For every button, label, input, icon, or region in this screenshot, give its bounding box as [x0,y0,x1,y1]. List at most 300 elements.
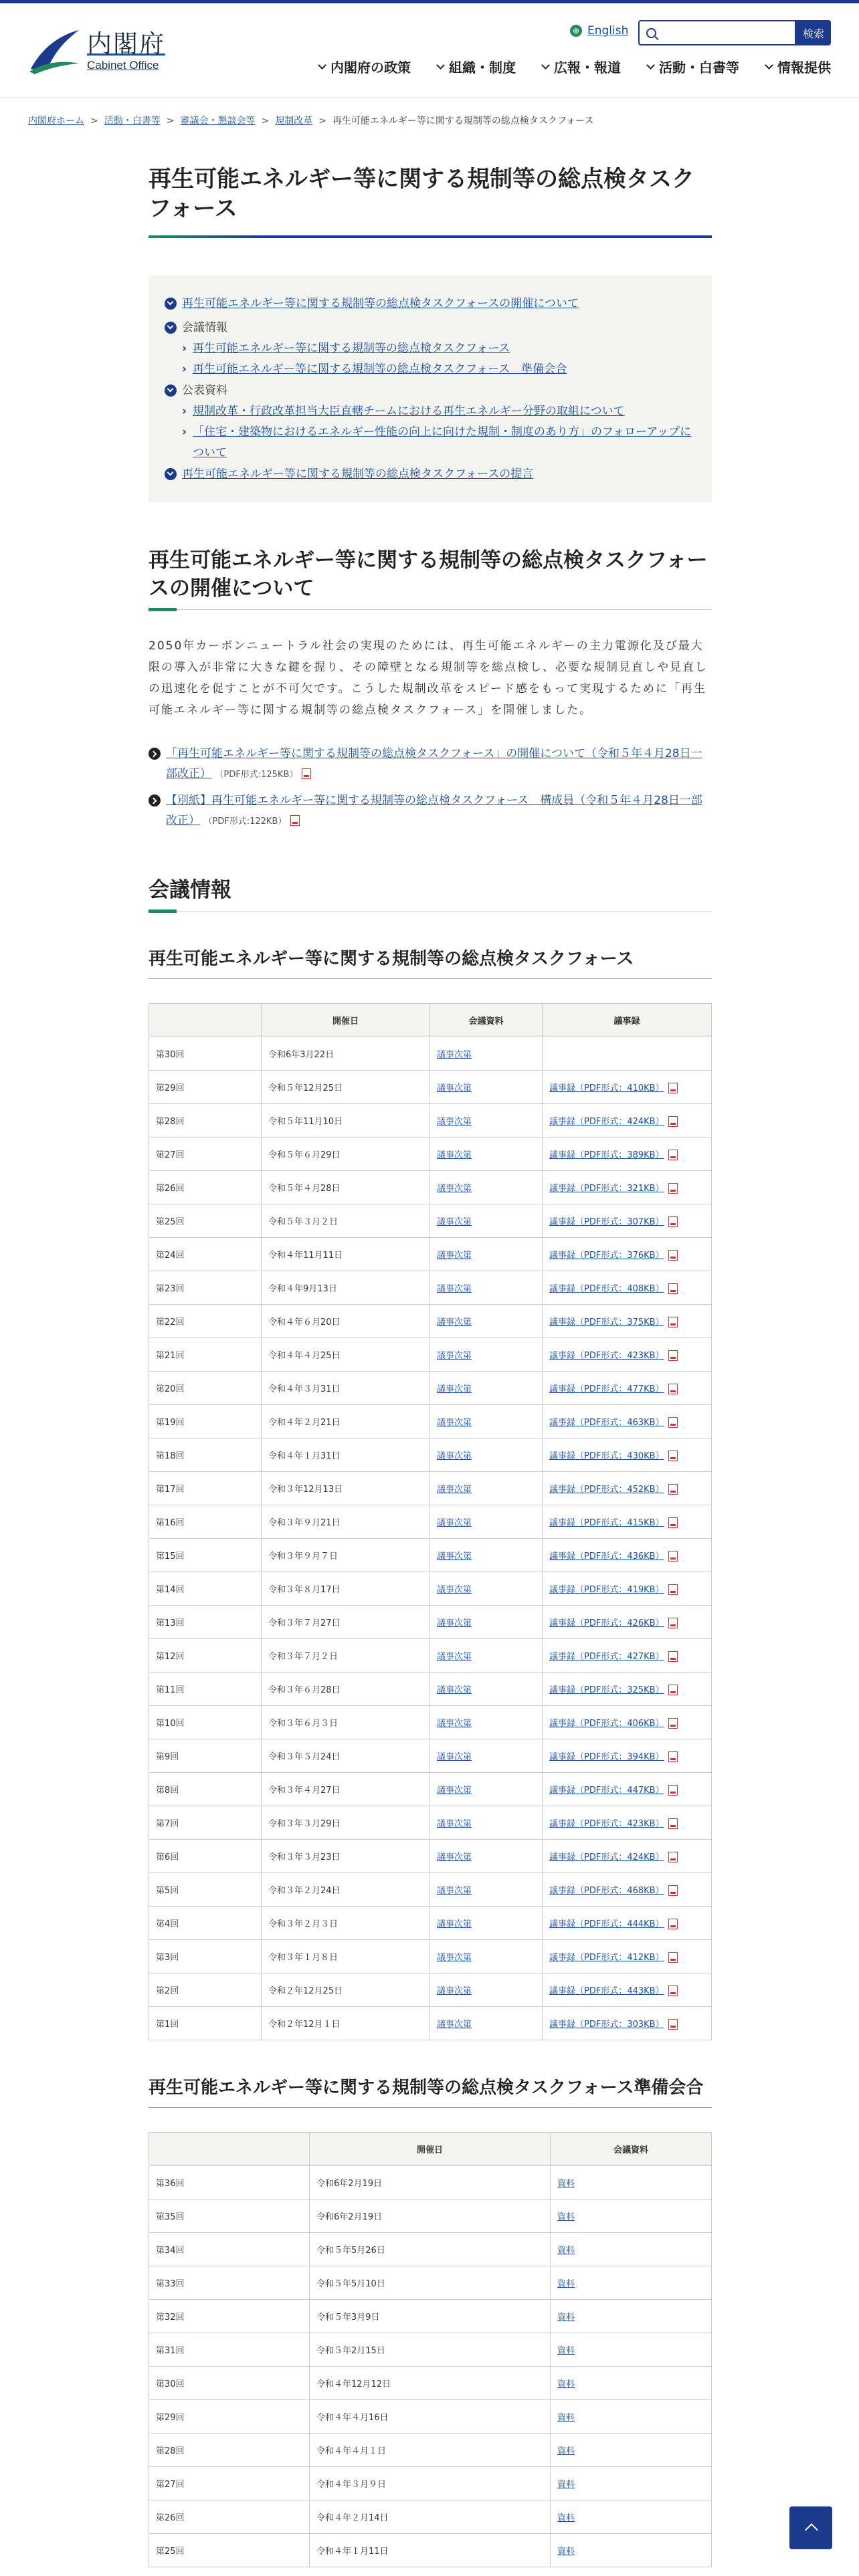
meeting-number: 第2回 [149,1973,262,2007]
minutes-cell [543,2007,712,2040]
table-row [149,2333,712,2367]
materials-cell [551,2400,712,2434]
section-heading-meetings: 会議情報 [149,876,712,911]
column-header: 会議資料 [430,1004,543,1037]
minutes-link[interactable]: 議事録（PDF形式：321KB） [549,1183,664,1194]
minutes-link[interactable]: 議事録（PDF形式：424KB） [549,1852,664,1862]
toc-label-publications: 公表資料 [182,384,227,397]
breadcrumb-councils[interactable]: 審議会・懇談会等 [180,116,256,126]
table-row [149,1037,712,1071]
minutes-link[interactable]: 議事録（PDF形式：423KB） [549,1350,664,1361]
minutes-link[interactable]: 議事録（PDF形式：303KB） [549,2019,664,2030]
globe-icon: ⊕ [570,25,582,37]
meeting-date: 令和４年４月25日 [262,1338,430,1372]
agenda-cell [430,1104,543,1138]
agenda-cell [430,1171,543,1204]
agenda-link[interactable]: 議事次第 [437,1852,472,1862]
table-row [149,1873,712,1907]
page-title: 再生可能エネルギー等に関する規制等の総点検タスクフォース [149,144,712,238]
table-row [149,1706,712,1739]
table-row [149,1673,712,1706]
minutes-link[interactable]: 議事録（PDF形式：477KB） [549,1384,664,1394]
table-row [149,2007,712,2040]
breadcrumb: 内閣府ホーム > 活動・白書等 > 審議会・懇談会等 > 規制改革 > 再生可能エネルギー等に関する規制等の総点検タスクフォース [28,116,594,126]
pdf-icon [668,2019,678,2030]
agenda-link[interactable]: 議事次第 [437,1719,472,1729]
materials-link[interactable]: 資料 [557,2547,575,2557]
pdf-icon [668,1852,678,1862]
meeting-number: 第28回 [149,1104,262,1138]
meeting-date: 令和6年2月19日 [310,2166,551,2199]
meeting-number: 第27回 [149,1138,262,1171]
minutes-link[interactable]: 議事録（PDF形式：427KB） [549,1651,664,1662]
meeting-number: 第12回 [149,1639,262,1673]
agenda-link[interactable]: 議事次第 [437,1117,472,1127]
nav-label: 情報提供 [777,60,831,76]
agenda-cell [430,1572,543,1606]
taskforce-table-body [149,1037,712,2040]
agenda-link[interactable]: 議事次第 [437,1518,472,1528]
meeting-number: 第35回 [149,2199,310,2233]
meeting-number: 第7回 [149,1806,262,1840]
minutes-link[interactable]: 議事録（PDF形式：375KB） [549,1317,664,1327]
minutes-link[interactable]: 議事録（PDF形式：307KB） [549,1216,664,1227]
chevron-right-icon: › [182,405,187,418]
materials-cell [551,2367,712,2400]
meeting-date: 令和５年5月26日 [310,2233,551,2266]
site-search [638,20,831,45]
minutes-cell [543,1639,712,1673]
meeting-number: 第23回 [149,1271,262,1305]
minutes-link[interactable]: 議事録（PDF形式：468KB） [549,1885,664,1896]
logo-text [87,31,165,72]
minutes-link[interactable]: 議事録（PDF形式：376KB） [549,1250,664,1261]
subsection-heading-prep: 再生可能エネルギー等に関する規制等の総点検タスクフォース準備会合 [149,2075,712,2108]
pdf-icon [668,1283,678,1294]
minutes-link[interactable]: 議事録（PDF形式：443KB） [549,1985,664,1996]
doc-link-members[interactable]: 【別紙】再生可能エネルギー等に関する規制等の総点検タスクフォース 構成員（令和５年４月28日一部改正） [166,794,702,827]
minutes-cell [543,1037,712,1071]
column-header [149,2133,310,2166]
meeting-date: 令和２年12月25日 [262,1973,430,2007]
table-row [149,2400,712,2434]
minutes-link[interactable]: 議事録（PDF形式：415KB） [549,1517,664,1528]
document-link-item [149,744,712,785]
file-meta: （PDF形式:122KB） [203,817,287,827]
table-row [149,1472,712,1505]
nav-label: 活動・白書等 [659,60,739,76]
meeting-number: 第21回 [149,1338,262,1372]
meeting-date: 令和４年３月31日 [262,1372,430,1405]
materials-link[interactable]: 資料 [557,2379,575,2389]
arrow-right-icon [149,748,161,760]
minutes-link[interactable]: 議事録（PDF形式：452KB） [549,1484,664,1495]
pdf-icon [668,1818,678,1829]
minutes-cell [543,1071,712,1104]
pdf-icon [668,1517,678,1528]
table-row [149,1940,712,1973]
meeting-number: 第1回 [149,2007,262,2040]
column-header [149,1004,262,1037]
agenda-link[interactable]: 議事次第 [437,1050,472,1060]
meeting-number: 第36回 [149,2166,310,2199]
meeting-date: 令和３年３月23日 [262,1840,430,1873]
agenda-link[interactable]: 議事次第 [437,1351,472,1361]
pdf-icon [668,1116,678,1127]
chevron-down-icon [165,298,177,310]
meeting-number: 第29回 [149,2400,310,2434]
meeting-date: 令和３年９月21日 [262,1505,430,1539]
agenda-link[interactable]: 議事次第 [437,1384,472,1394]
meeting-number: 第29回 [149,1071,262,1104]
materials-link[interactable]: 資料 [557,2279,575,2289]
pdf-icon [668,1618,678,1628]
chevron-right-icon: › [182,425,187,439]
meeting-date: 令和３年12月13日 [262,1472,430,1505]
minutes-cell [543,1271,712,1305]
site-header [0,3,859,97]
search-button[interactable]: 検索 [796,20,831,45]
meeting-number: 第32回 [149,2300,310,2333]
pdf-icon [668,1985,678,1996]
meeting-date: 令和３年６月28日 [262,1673,430,1706]
agenda-link[interactable]: 議事次第 [437,1284,472,1294]
table-row [149,1773,712,1806]
agenda-link[interactable]: 議事次第 [437,1953,472,1963]
table-row [149,1438,712,1472]
pdf-icon [668,1718,678,1729]
table-row [149,1572,712,1606]
materials-cell [551,2166,712,2199]
chevron-down-icon [646,61,655,70]
agenda-link[interactable]: 議事次第 [437,1752,472,1762]
meeting-number: 第26回 [149,1171,262,1204]
minutes-link[interactable]: 議事録（PDF形式：423KB） [549,1818,664,1829]
prep-table-body [149,2166,712,2567]
agenda-cell [430,1438,543,1472]
table-row [149,2534,712,2567]
minutes-link[interactable]: 議事録（PDF形式：325KB） [549,1685,664,1695]
pdf-icon [668,1785,678,1796]
minutes-link[interactable]: 議事録（PDF形式：419KB） [549,1584,664,1595]
agenda-cell [430,1405,543,1438]
meeting-date: 令和２年12月１日 [262,2007,430,2040]
minutes-link[interactable]: 議事録（PDF形式：436KB） [549,1551,664,1562]
minutes-link[interactable]: 議事録（PDF形式：408KB） [549,1283,664,1294]
agenda-cell [430,1873,543,1907]
breadcrumb-regulatory-reform[interactable]: 規制改革 [275,116,313,126]
meeting-date: 令和５年5月10日 [310,2266,551,2300]
meeting-number: 第34回 [149,2233,310,2266]
minutes-link[interactable]: 議事録（PDF形式：463KB） [549,1417,664,1428]
agenda-link[interactable]: 議事次第 [437,1451,472,1461]
minutes-link[interactable]: 議事録（PDF形式：447KB） [549,1785,664,1796]
nav-label: 組織・制度 [449,60,516,76]
materials-link[interactable]: 資料 [557,2346,575,2356]
meeting-date: 令和３年７月27日 [262,1606,430,1639]
chevron-down-icon [318,61,326,70]
minutes-cell [543,1171,712,1204]
table-of-contents [149,276,712,502]
table-header-row [149,2133,712,2166]
agenda-cell [430,1305,543,1338]
agenda-link[interactable]: 議事次第 [437,1150,472,1160]
meeting-date: 令和５年４月28日 [262,1171,430,1204]
breadcrumb-home[interactable]: 内閣府ホーム [28,116,84,126]
table-row [149,1071,712,1104]
toc-link-taskforce[interactable]: 再生可能エネルギー等に関する規制等の総点検タスクフォース [193,342,510,355]
breadcrumb-current: 再生可能エネルギー等に関する規制等の総点検タスクフォース [332,116,594,126]
intro-text: 2050年カーボンニュートラル社会の実現のためには、再生可能エネルギーの主力電源化及び最大限の導入が非常に大きな鍵を握り、その障壁となる規制等を総点検し、必要な規制見直しや見直しの迅速化を促すことが不可欠です。こうした規制改革をスピード感をもって実現するために「再生可能エネルギー等に関する規制等の総点検タスクフォース」を開催しました。 [149,639,708,717]
meeting-date: 令和３年４月27日 [262,1773,430,1806]
minutes-cell [543,1405,712,1438]
meeting-number: 第26回 [149,2500,310,2534]
minutes-cell [543,1773,712,1806]
toc-item [165,463,696,485]
pdf-icon [668,1919,678,1929]
meeting-number: 第25回 [149,1204,262,1238]
nav-information[interactable] [766,57,831,76]
pdf-icon [668,1384,678,1394]
meeting-number: 第31回 [149,2333,310,2367]
meeting-date: 令和３年９月７日 [262,1539,430,1572]
agenda-link[interactable]: 議事次第 [437,1251,472,1261]
materials-link[interactable]: 資料 [557,2313,575,2323]
meeting-date: 令和３年８月17日 [262,1572,430,1606]
prep-meetings-table [149,2132,712,2567]
meeting-date: 令和４年１月31日 [262,1438,430,1472]
minutes-cell [543,1806,712,1840]
meeting-date: 令和４年２月14日 [310,2500,551,2534]
minutes-cell [543,1138,712,1171]
table-row [149,1907,712,1940]
agenda-link[interactable]: 議事次第 [437,1585,472,1595]
materials-cell [551,2434,712,2467]
table-row [149,1372,712,1405]
nav-press[interactable] [543,57,621,76]
agenda-cell [430,1238,543,1271]
minutes-cell [543,1940,712,1973]
search-icon [646,28,656,38]
minutes-cell [543,1372,712,1405]
toc-link-about[interactable]: 再生可能エネルギー等に関する規制等の総点検タスクフォースの開催について [182,297,579,310]
meeting-date: 令和５年2月15日 [310,2333,551,2367]
meeting-number: 第5回 [149,1873,262,1907]
minutes-link[interactable]: 議事録（PDF形式：406KB） [549,1718,664,1729]
search-input[interactable] [662,27,789,39]
table-row [149,1539,712,1572]
materials-cell [551,2467,712,2500]
meeting-date: 令和４年６月20日 [262,1305,430,1338]
agenda-link[interactable]: 議事次第 [437,1551,472,1562]
pdf-icon [668,1952,678,1963]
agenda-cell [430,1673,543,1706]
agenda-cell [430,1973,543,2007]
nav-organization[interactable] [438,57,516,76]
agenda-cell [430,1773,543,1806]
nav-activities[interactable] [648,57,739,76]
agenda-cell [430,1138,543,1171]
agenda-link[interactable]: 議事次第 [437,1418,472,1428]
table-row [149,2199,712,2233]
agenda-cell [430,1940,543,1973]
table-row [149,2233,712,2266]
breadcrumb-activities[interactable]: 活動・白書等 [104,116,161,126]
agenda-link[interactable]: 議事次第 [437,1317,472,1327]
table-row [149,1606,712,1639]
agenda-link[interactable]: 議事次第 [437,1786,472,1796]
pdf-icon [668,1083,678,1093]
agenda-cell [430,1338,543,1372]
toc-link-prep-meeting[interactable]: 再生可能エネルギー等に関する規制等の総点検タスクフォース 準備会合 [193,362,567,376]
arrow-right-icon [149,794,161,807]
table-row [149,1639,712,1673]
agenda-link[interactable]: 議事次第 [437,1919,472,1929]
agenda-cell [430,1639,543,1673]
table-row [149,1204,712,1238]
column-header: 開催日 [310,2133,551,2166]
document-link-item [149,790,712,832]
toc-link-proposals[interactable]: 再生可能エネルギー等に関する規制等の総点検タスクフォースの提言 [182,467,534,481]
minutes-link[interactable]: 議事録（PDF形式：410KB） [549,1083,664,1093]
minutes-cell [543,1873,712,1907]
meeting-number: 第24回 [149,1238,262,1271]
table-row [149,2367,712,2400]
minutes-link[interactable]: 議事録（PDF形式：430KB） [549,1451,664,1461]
meeting-date: 令和３年７月２日 [262,1639,430,1673]
pdf-icon [668,1551,678,1562]
meeting-date: 令和４年４月16日 [310,2400,551,2434]
pdf-icon [290,815,300,826]
agenda-cell [430,1271,543,1305]
materials-link[interactable]: 資料 [557,2446,575,2456]
minutes-link[interactable]: 議事録（PDF形式：444KB） [549,1919,664,1929]
materials-link[interactable]: 資料 [557,2413,575,2423]
table-row [149,1338,712,1372]
doc-link-establishment[interactable]: 「再生可能エネルギー等に関する規制等の総点検タスクフォース」の開催について（令和５年４月28日一部改正） [166,747,702,780]
toc-label-meetings: 会議情報 [182,321,227,334]
agenda-link[interactable]: 議事次第 [437,1685,472,1695]
materials-cell [551,2199,712,2233]
materials-link[interactable]: 資料 [557,2480,575,2490]
agenda-link[interactable]: 議事次第 [437,1618,472,1628]
agenda-cell [430,1840,543,1873]
agenda-link[interactable]: 議事次第 [437,1819,472,1829]
subsection-heading-taskforce: 再生可能エネルギー等に関する規制等の総点検タスクフォース [149,946,712,979]
minutes-cell [543,1706,712,1739]
minutes-cell [543,1840,712,1873]
meeting-date: 令和6年2月19日 [310,2199,551,2233]
english-link[interactable]: English [587,24,629,37]
meeting-date: 令和５年３月２日 [262,1204,430,1238]
meeting-date: 令和５年６月29日 [262,1138,430,1171]
agenda-cell [430,1204,543,1238]
chevron-down-icon [541,61,550,70]
main-content [149,144,712,2567]
back-to-top-button[interactable] [789,2506,832,2549]
meeting-number: 第8回 [149,1773,262,1806]
agenda-cell [430,1539,543,1572]
materials-link[interactable]: 資料 [557,2513,575,2523]
table-row [149,1305,712,1338]
chevron-down-icon [165,468,177,480]
chevron-down-icon [436,61,445,70]
materials-link[interactable]: 資料 [557,2179,575,2189]
meeting-number: 第19回 [149,1405,262,1438]
agenda-cell [430,1907,543,1940]
agenda-link[interactable]: 議事次第 [437,1217,472,1227]
nav-label: 内閣府の政策 [330,60,411,76]
agenda-cell [430,1739,543,1773]
pdf-icon [668,1150,678,1160]
toc-link-minister-team[interactable]: 規制改革・行政改革担当大臣直轄チームにおける再生エネルギー分野の取組について [193,405,625,418]
materials-cell [551,2233,712,2266]
meeting-number: 第13回 [149,1606,262,1639]
meeting-number: 第27回 [149,2467,310,2500]
meeting-number: 第20回 [149,1372,262,1405]
agenda-link[interactable]: 議事次第 [437,1083,472,1093]
pdf-icon [668,1250,678,1261]
minutes-cell [543,1338,712,1372]
meeting-date: 令和３年２月３日 [262,1907,430,1940]
site-logo[interactable] [28,29,165,74]
minutes-cell [543,1539,712,1572]
agenda-cell [430,1606,543,1639]
meeting-date: 令和３年１月８日 [262,1940,430,1973]
meeting-number: 第25回 [149,2534,310,2567]
toc-link-housing-followup[interactable]: 「住宅・建築物におけるエネルギー性能の向上に向けた規制・制度のあり方」のフォローアップについて [193,425,692,459]
agenda-link[interactable]: 議事次第 [437,1886,472,1896]
agenda-link[interactable]: 議事次第 [437,1652,472,1662]
minutes-link[interactable]: 議事録（PDF形式：394KB） [549,1751,664,1762]
chevron-right-icon: › [182,342,187,355]
file-meta: （PDF形式:125KB） [215,770,298,780]
toc-sublist [182,401,696,463]
table-row [149,1840,712,1873]
agenda-cell [430,1037,543,1071]
toc-item [165,317,696,338]
materials-link[interactable]: 資料 [557,2212,575,2222]
meeting-number: 第30回 [149,2367,310,2400]
table-row [149,1739,712,1773]
meeting-date: 令和５年3月9日 [310,2300,551,2333]
agenda-link[interactable]: 議事次第 [437,1485,472,1495]
meeting-number: 第33回 [149,2266,310,2300]
global-nav [292,57,831,76]
minutes-link[interactable]: 議事録（PDF形式：389KB） [549,1150,664,1160]
minutes-link[interactable]: 議事録（PDF形式：426KB） [549,1618,664,1628]
pdf-icon [668,1584,678,1595]
meeting-date: 令和４年9月13日 [262,1271,430,1305]
minutes-cell [543,1907,712,1940]
materials-cell [551,2333,712,2367]
materials-cell [551,2266,712,2300]
minutes-cell [543,1238,712,1271]
agenda-cell [430,1071,543,1104]
agenda-cell [430,1372,543,1405]
meeting-number: 第11回 [149,1673,262,1706]
materials-cell [551,2300,712,2333]
agenda-link[interactable]: 議事次第 [437,1986,472,1996]
materials-link[interactable]: 資料 [557,2246,575,2256]
nav-policy[interactable] [319,57,411,76]
agenda-cell [430,1706,543,1739]
agenda-link[interactable]: 議事次第 [437,2020,472,2030]
agenda-link[interactable]: 議事次第 [437,1184,472,1194]
minutes-link[interactable]: 議事録（PDF形式：412KB） [549,1952,664,1963]
minutes-cell [543,1438,712,1472]
minutes-link[interactable]: 議事録（PDF形式：424KB） [549,1116,664,1127]
